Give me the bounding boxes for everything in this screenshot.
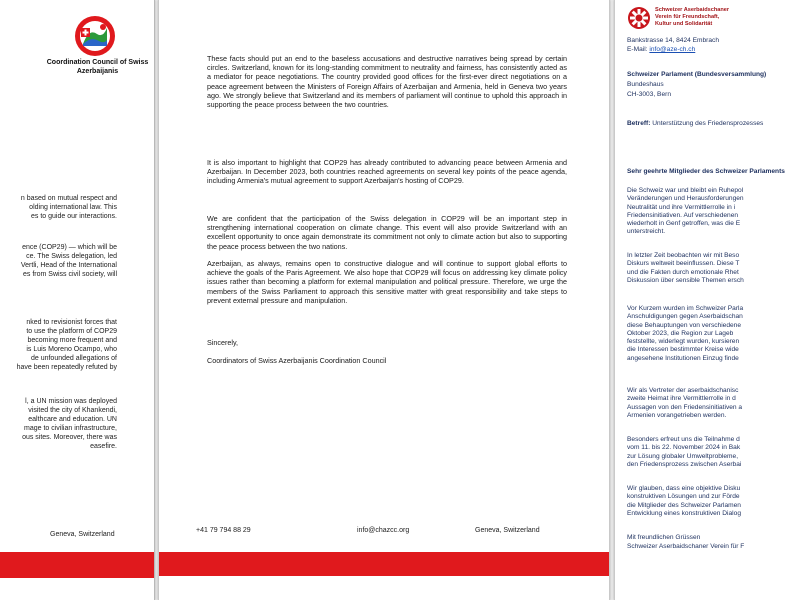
- text-line: Besonders erfreut uns die Teilnahme d: [627, 436, 740, 443]
- signature: Schweizer Aserbaidschaner Verein für F: [627, 543, 745, 550]
- text-line: Friedensinitiativen. Auf verschiedenen: [627, 211, 739, 219]
- footer-city: Geneva, Switzerland: [50, 531, 115, 538]
- closing: Sincerely,: [207, 338, 239, 347]
- text-line: Entwicklung eines konstruktiven Dialog: [627, 509, 741, 517]
- sender-email-link[interactable]: info@aze-ch.ch: [649, 46, 696, 53]
- text-line: feststellte, widerlegt wurden, kursieren: [627, 338, 740, 346]
- letter-paragraph: [627, 305, 800, 363]
- text-line: unterstreicht.: [627, 228, 666, 236]
- text-line: Veränderungen und Herausforderungen: [627, 195, 744, 203]
- text-line: Wir glauben, dass eine objektive Disku: [627, 485, 741, 492]
- text-line: Oktober 2023, die Region zur Lageb: [627, 329, 734, 337]
- text-line: Diskurs weltweit beeinflussen. Diese T: [627, 260, 740, 268]
- text-line: Anschuldigungen gegen Aserbaidschan: [627, 313, 743, 321]
- text-line: vom 11. bis 22. November 2024 in Bak: [627, 444, 741, 452]
- letter-paragraph: It is also important to highlight that COP29 has already contributed to advancing peace between Armenia and Azerbaijan. In December 2023, both countries reached agreements on several key points of the peace agenda, including Armenia's mutual agreement to support Azerbaijan's hosting of COP29.: [207, 158, 567, 186]
- letter-text-fragment: l, a UN mission was deployed visited the city of Khankendi, ealthcare and education. UN mage to civilian infrastructure, ous sites. Moreover, there was easefire.: [22, 398, 117, 450]
- text-line: Armenien vorangetrieben werden.: [627, 411, 727, 419]
- recipient-city: CH-3003, Bern: [627, 91, 671, 98]
- text-line: Wir als Vertreter der aserbaidschanisc: [627, 387, 739, 394]
- left-letter-page: [0, 0, 155, 600]
- association-seal-icon: [627, 6, 651, 30]
- letter-text-fragment: n based on mutual respect and olding international law. This es to guide our interactions.: [20, 195, 117, 220]
- text-line: Die Schweiz war und bleibt ein Ruhepol: [627, 187, 744, 194]
- text-line: angesehene Institutionen Einzug finde: [627, 354, 739, 362]
- right-letter-page: [614, 0, 800, 600]
- text-line: die Mitglieder des Schweizer Parlamen: [627, 501, 741, 509]
- footer-email[interactable]: info@chazcc.org: [357, 527, 410, 534]
- letter-paragraph: These facts should put an end to the baseless accusations and destructive narratives being spread by certain circles. Switzerland, known for its long-standing commitment to neutrality and fairness, has consistently acted as a mediator for peace negotiations. The country provided good offices for the first-ever direct negotiations on a peace agreement between the Ministers of Foreign Affairs of Azerbaijan and Armenia, held in Geneva two years ago. We strongly believe that Switzerland and its members of parliament will continue to uphold this approach in supporting the peace process between the two countries.: [207, 54, 567, 110]
- subject-text: Unterstützung des Friedensprozesses: [652, 120, 764, 127]
- text-line: Vor Kurzem wurden im Schweizer Parla: [627, 305, 744, 312]
- text-line: Neutralität und ihre Vermittlerrolle in i: [627, 203, 736, 211]
- text-line: In letzter Zeit beobachten wir mit Beso: [627, 252, 740, 259]
- text-line: zweite Heimat ihre Vermittlerrolle in d: [627, 395, 736, 403]
- text-line: Aussagen von den Friedensinitiativen a: [627, 403, 743, 411]
- middle-letter-page: [158, 0, 610, 600]
- letter-paragraph: We are confident that the participation of the Swiss delegation in COP29 will be an important step in strengthening international cooperation on climate change. This event will also provide Switzerland with an excellent opportunity to once again demonstrate its commitment not only to climate action but also to supporting the peace process between the two nations.: [207, 214, 567, 251]
- text-line: den Friedensprozess zwischen Aserbai: [627, 460, 742, 468]
- letter-text-fragment: ence (COP29) — which will be ce. The Swiss delegation, led Vertli, Head of the International es from Swiss civil society, will: [20, 244, 117, 278]
- signature: Coordinators of Swiss Azerbaijanis Coordination Council: [207, 356, 387, 365]
- organization-name: Coordination Council of Swiss Azerbaijanis: [46, 59, 149, 75]
- sender-address: Bankstrasse 14, 8424 Embrach: [627, 37, 719, 44]
- text-line: und die Fakten durch emotionale Rhet: [627, 268, 739, 276]
- org-line: Schweizer Aserbaidschaner: [655, 7, 730, 13]
- email-label: E-Mail:: [627, 46, 648, 53]
- subject-label: Betreff:: [627, 120, 651, 127]
- recipient-name: Schweizer Parlament (Bundesversammlung): [627, 71, 767, 78]
- letter-paragraph: [627, 252, 800, 285]
- footer-red-bar: [159, 552, 610, 576]
- text-line: zur Lösung globaler Umweltprobleme,: [627, 452, 739, 460]
- letter-paragraph: [627, 187, 800, 237]
- salutation: Sehr geehrte Mitglieder des Schweizer Parlaments: [627, 168, 785, 175]
- footer-red-bar: [0, 552, 155, 578]
- footer-city: Geneva, Switzerland: [475, 527, 540, 534]
- subject-row: [627, 120, 763, 128]
- text-line: konstruktiven Lösungen und zur Förde: [627, 493, 740, 501]
- letter-paragraph: [627, 485, 800, 518]
- sender-email-row: [627, 46, 695, 54]
- org-line: Kultur und Solidarität: [655, 21, 713, 27]
- text-line: die Interessen bestimmter Kreise wide: [627, 346, 739, 354]
- text-line: wiederholt in Genf getroffen, was die E: [627, 220, 741, 228]
- letter-paragraph: Azerbaijan, as always, remains open to constructive dialogue and will continue to support global efforts to achieve the goals of the Paris Agreement. We also hope that COP29 will focus on addressing key climate policy issues rather than becoming a platform for external manipulation and political pressure. Therefore, we urge the members of the Swiss Parliament to approach this sensitive matter with great responsibility and take steps to prevent external pressure and manipulation.: [207, 259, 567, 305]
- letter-text-fragment: nked to revisionist forces that to use the platform of COP29 becoming more frequent and is Luis Moreno Ocampo, who de unfounded allegations of have been repeatedly refuted by: [16, 319, 117, 371]
- text-line: diese Behauptungen von verschiedene: [627, 321, 742, 329]
- letter-paragraph: [627, 436, 800, 469]
- recipient-building: Bundeshaus: [627, 81, 664, 88]
- coordination-council-logo-icon: [73, 14, 117, 58]
- closing: Mit freundlichen Grüssen: [627, 534, 701, 541]
- letter-paragraph: [627, 387, 800, 420]
- footer-phone: +41 79 794 88 29: [196, 527, 251, 534]
- org-line: Verein für Freundschaft,: [655, 14, 720, 20]
- text-line: Diskussion über sensible Themen ersch: [627, 276, 744, 284]
